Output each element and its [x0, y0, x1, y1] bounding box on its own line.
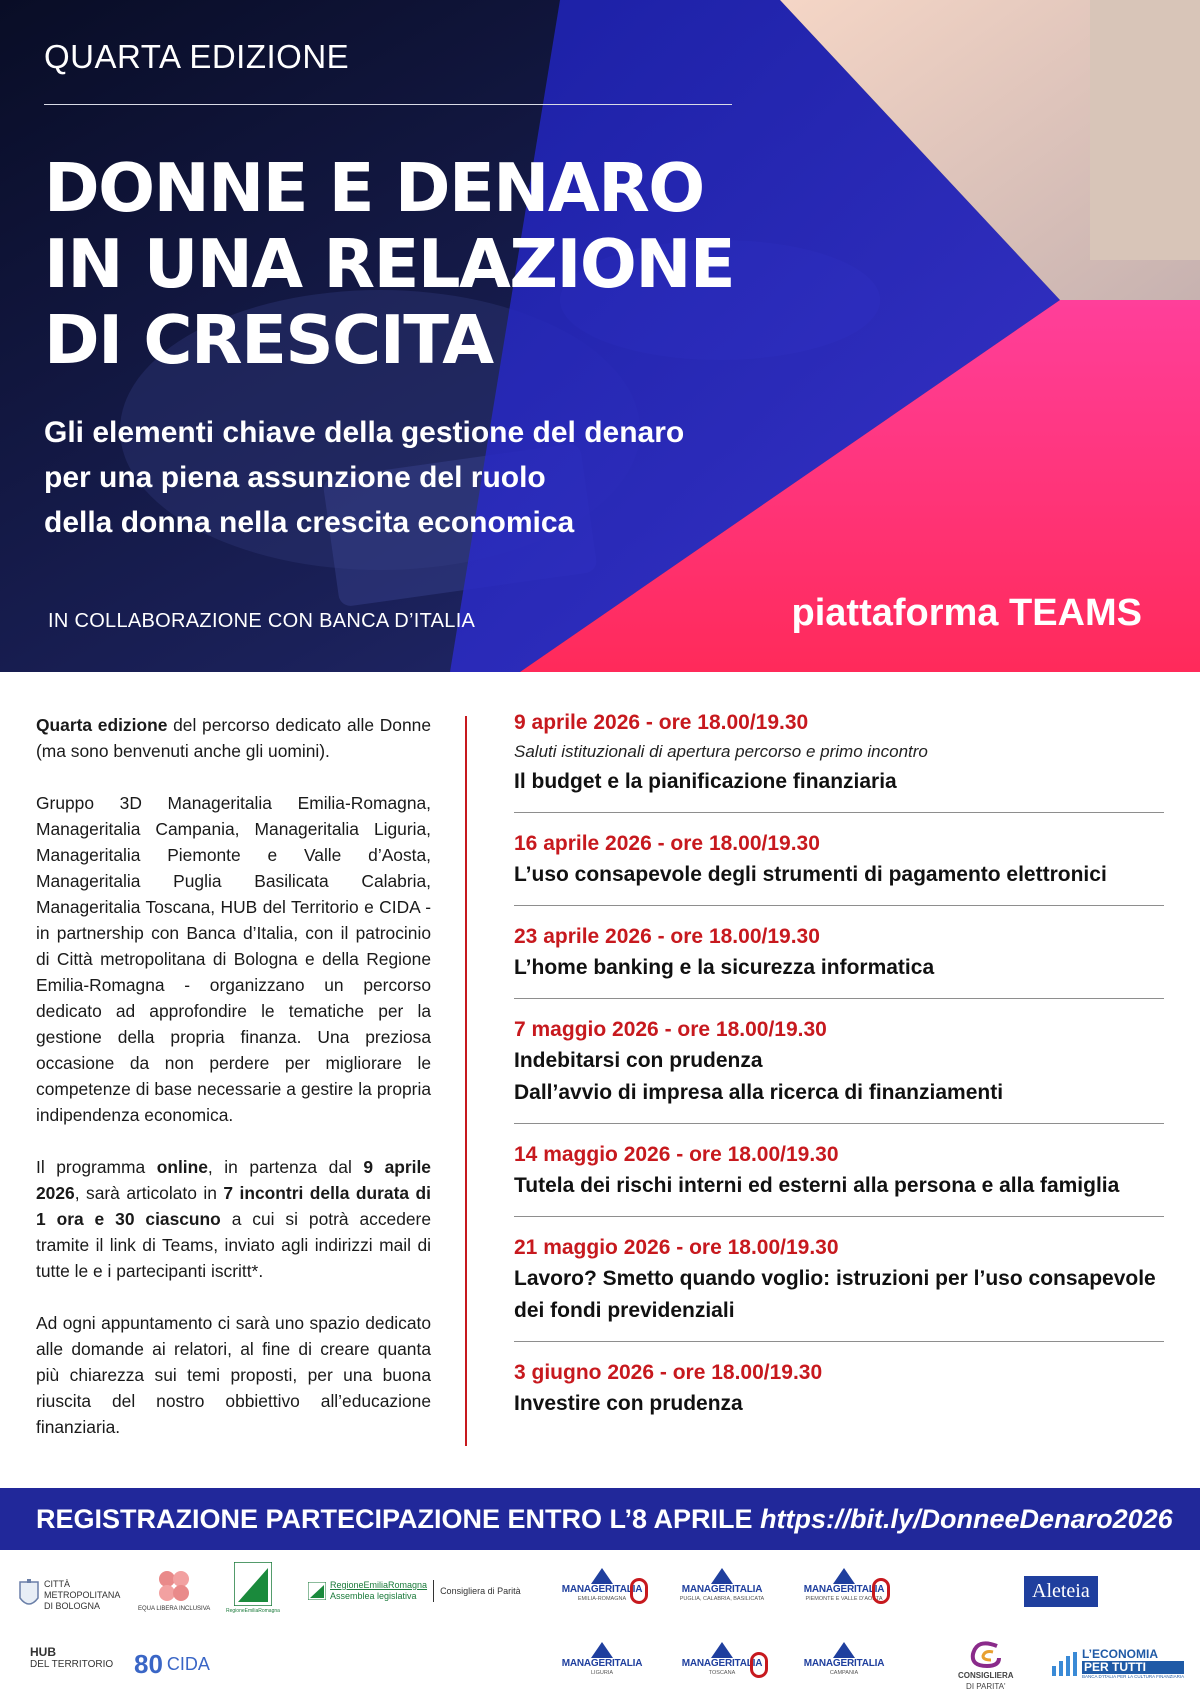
manageritalia-logo: [552, 1642, 652, 1688]
bar-chart-icon: [1052, 1652, 1078, 1676]
manageritalia-name: MANAGERITALIA: [561, 1658, 643, 1669]
edition-label: QUARTA EDIZIONE: [44, 38, 350, 75]
manageritalia-triangle-icon: [711, 1568, 733, 1584]
session-date: 14 maggio 2026 - ore 18.00/19.30: [514, 1143, 839, 1166]
registration-link[interactable]: https://bit.ly/DonneeDenaro2026: [760, 1504, 1173, 1534]
session-item: [514, 708, 1164, 813]
eighty-anniversary-icon: [750, 1652, 768, 1678]
assemblea-emblem-icon: [308, 1582, 326, 1600]
assemblea-logo: [308, 1580, 521, 1602]
session-item: [514, 1358, 1164, 1434]
consigliera-parita-line: CONSIGLIERA: [958, 1671, 1014, 1680]
page-subtitle: [44, 410, 764, 545]
title-line: IN UNA RELAZIONE: [44, 225, 735, 303]
bologna-logo-text: CITTÀ METROPOLITANA DI BOLOGNA: [44, 1578, 120, 1611]
bologna-logo: [18, 1578, 120, 1612]
program-section: [0, 672, 1200, 1480]
title-divider: [44, 104, 732, 105]
intro-text-span: Il programma: [36, 1157, 157, 1177]
regione-logo: [226, 1562, 280, 1617]
manageritalia-triangle-icon: [591, 1642, 613, 1658]
aleteia-logo: [1024, 1576, 1098, 1607]
eighty-anniversary-icon: [630, 1578, 648, 1604]
intro-bold: 7 incontri della durata di 1 ora e 30 ciascuno: [36, 1183, 431, 1229]
manageritalia-name: MANAGERITALIA: [803, 1658, 885, 1669]
session-topic: L’home banking e la sicurezza informatica: [514, 956, 935, 979]
economia-line: BANCA D’ITALIA PER LA CULTURA FINANZIARIA: [1082, 1674, 1185, 1679]
session-list: [514, 708, 1164, 1450]
collaboration-label: IN COLLABORAZIONE CON BANCA D’ITALIA: [48, 610, 476, 632]
manageritalia-region: CAMPANIA: [829, 1670, 859, 1676]
consigliera-parita-line: DI PARITA': [966, 1682, 1006, 1691]
session-date: 16 aprile 2026 - ore 18.00/19.30: [514, 832, 820, 855]
intro-paragraph: Ad ogni appuntamento ci sarà uno spazio dedicato alle domande ai relatori, al fine di creare quanta più chiarezza sui temi proposti, per una buona riuscita del nostro obbiettivo all’educazione finanziaria.: [36, 1313, 431, 1437]
intro-bold: online: [156, 1157, 208, 1177]
session-topic: Indebitarsi con prudenza: [514, 1049, 763, 1072]
subtitle-line: per una piena assunzione del ruolo: [44, 461, 546, 494]
hub-title: HUB: [30, 1645, 56, 1659]
session-topic: Il budget e la pianificazione finanziaria: [514, 770, 897, 793]
aleteia-text: Aleteia: [1032, 1580, 1090, 1602]
registration-banner: [0, 1488, 1200, 1550]
page-title: [44, 150, 764, 378]
manageritalia-name: MANAGERITALIA: [681, 1658, 763, 1669]
hub-logo: [30, 1646, 113, 1671]
eighty-anniversary-icon: [872, 1578, 890, 1604]
subtitle-line: Gli elementi chiave della gestione del denaro: [44, 416, 685, 449]
manageritalia-triangle-icon: [833, 1642, 855, 1658]
partner-logos: [0, 1550, 1200, 1698]
consigliera-parita-logo: [958, 1640, 1014, 1692]
intro-text-span: , sarà articolato in: [74, 1183, 224, 1203]
hero-banner: [0, 0, 1200, 672]
session-item: [514, 922, 1164, 999]
clover-icon: [154, 1568, 194, 1604]
cida-name: CIDA: [166, 1653, 210, 1674]
cida-anniversary: 80: [134, 1649, 163, 1679]
title-line: DI CRESCITA: [44, 301, 493, 379]
title-line: DONNE E DENARO: [44, 149, 704, 227]
session-topic: Lavoro? Smetto quando voglio: istruzioni per l’uso consapevole dei fondi previdenziali: [514, 1267, 1156, 1322]
manageritalia-name: MANAGERITALIA: [561, 1584, 643, 1595]
session-item: [514, 829, 1164, 906]
consigliera-emblem-icon: [967, 1640, 1005, 1670]
manageritalia-logo: [672, 1642, 772, 1688]
session-item: [514, 1015, 1164, 1124]
manageritalia-logo: [552, 1568, 652, 1614]
equa-logo: [138, 1568, 210, 1615]
session-note: Saluti istituzionali di apertura percorso e primo incontro: [514, 742, 928, 761]
intro-paragraph: [36, 1154, 431, 1284]
intro-text-span: a cui si potrà accedere tramite il link di Teams, inviato agli indirizzi mail di tutte le e i partecipanti iscritt*.: [36, 1209, 431, 1281]
session-date: 3 giugno 2026 - ore 18.00/19.30: [514, 1361, 823, 1384]
manageritalia-triangle-icon: [711, 1642, 733, 1658]
intro-text: [36, 712, 431, 1466]
regione-emblem-icon: [234, 1562, 272, 1606]
regione-logo-text: RegioneEmiliaRomagna: [226, 1608, 280, 1614]
manageritalia-region: LIGURIA: [590, 1670, 613, 1676]
session-topic: Tutela dei rischi interni ed esterni alla persona e alla famiglia: [514, 1174, 1120, 1197]
session-topic: L’uso consapevole degli strumenti di pagamento elettronici: [514, 863, 1107, 886]
session-date: 21 maggio 2026 - ore 18.00/19.30: [514, 1236, 839, 1259]
economia-line: PER TUTTI: [1082, 1661, 1184, 1674]
bologna-crest-icon: [18, 1578, 40, 1612]
session-item: [514, 1140, 1164, 1217]
session-date: 23 aprile 2026 - ore 18.00/19.30: [514, 925, 820, 948]
subtitle-line: della donna nella crescita economica: [44, 506, 575, 539]
manageritalia-region: PIEMONTE E VALLE D’AOSTA: [805, 1596, 883, 1602]
session-topic: Dall’avvio di impresa alla ricerca di finanziamenti: [514, 1081, 1004, 1104]
manageritalia-name: MANAGERITALIA: [681, 1584, 763, 1595]
manageritalia-triangle-icon: [591, 1568, 613, 1584]
manageritalia-region: EMILIA-ROMAGNA: [577, 1596, 627, 1602]
column-divider: [465, 716, 467, 1446]
session-date: 7 maggio 2026 - ore 18.00/19.30: [514, 1018, 827, 1041]
intro-paragraph: [36, 712, 431, 764]
assemblea-line: Assemblea legislativa: [330, 1591, 417, 1601]
assemblea-line: RegioneEmiliaRomagna: [330, 1580, 428, 1590]
manageritalia-name: MANAGERITALIA: [803, 1584, 885, 1595]
platform-label: piattaforma TEAMS: [791, 592, 1142, 634]
manageritalia-region: PUGLIA, CALABRIA, BASILICATA: [679, 1596, 765, 1602]
intro-bold: Quarta edizione: [36, 715, 168, 735]
session-item: [514, 1233, 1164, 1342]
intro-bold: 9 aprile 2026: [36, 1157, 431, 1203]
intro-paragraph: Gruppo 3D Manageritalia Emilia-Romagna, Manageritalia Campania, Manageritalia Liguria, Manageritalia Piemonte e Valle d’Aosta, Manageritalia Puglia Basilicata Calabria, Manageritalia Toscana, HUB del Territorio e CIDA - in partnership con Banca d’Italia, con il patrocinio di Città metropolitana di Bologna e della Regione Emilia-Romagna - organizzano un percorso dedicato ad approfondire le tematiche per la gestione della propria finanza. Una preziosa occasione da non perdere per migliorare le competenze di base necessarie a gestire la propria indipendenza economica.: [36, 793, 431, 1125]
hub-subtitle: DEL TERRITORIO: [30, 1659, 114, 1670]
intro-text-span: del percorso dedicato alle Donne (ma sono benvenuti anche gli uomini).: [36, 715, 431, 761]
economia-line: L’ECONOMIA: [1082, 1647, 1159, 1661]
cida-logo: [134, 1650, 210, 1678]
economia-per-tutti-logo: [1052, 1648, 1184, 1680]
manageritalia-region: TOSCANA: [708, 1670, 736, 1676]
intro-text-span: , in partenza dal: [207, 1157, 364, 1177]
manageritalia-triangle-icon: [833, 1568, 855, 1584]
manageritalia-logo: [672, 1568, 772, 1614]
manageritalia-logo: [794, 1642, 894, 1688]
equa-logo-text: EQUA LIBERA INCLUSIVA: [138, 1606, 211, 1612]
manageritalia-logo: [794, 1568, 894, 1614]
session-topic: Investire con prudenza: [514, 1392, 743, 1415]
registration-text: REGISTRAZIONE PARTECIPAZIONE ENTRO L’8 APRILE: [36, 1504, 761, 1534]
consigliera-text: Consigliera di Parità: [440, 1585, 521, 1596]
session-date: 9 aprile 2026 - ore 18.00/19.30: [514, 711, 809, 734]
